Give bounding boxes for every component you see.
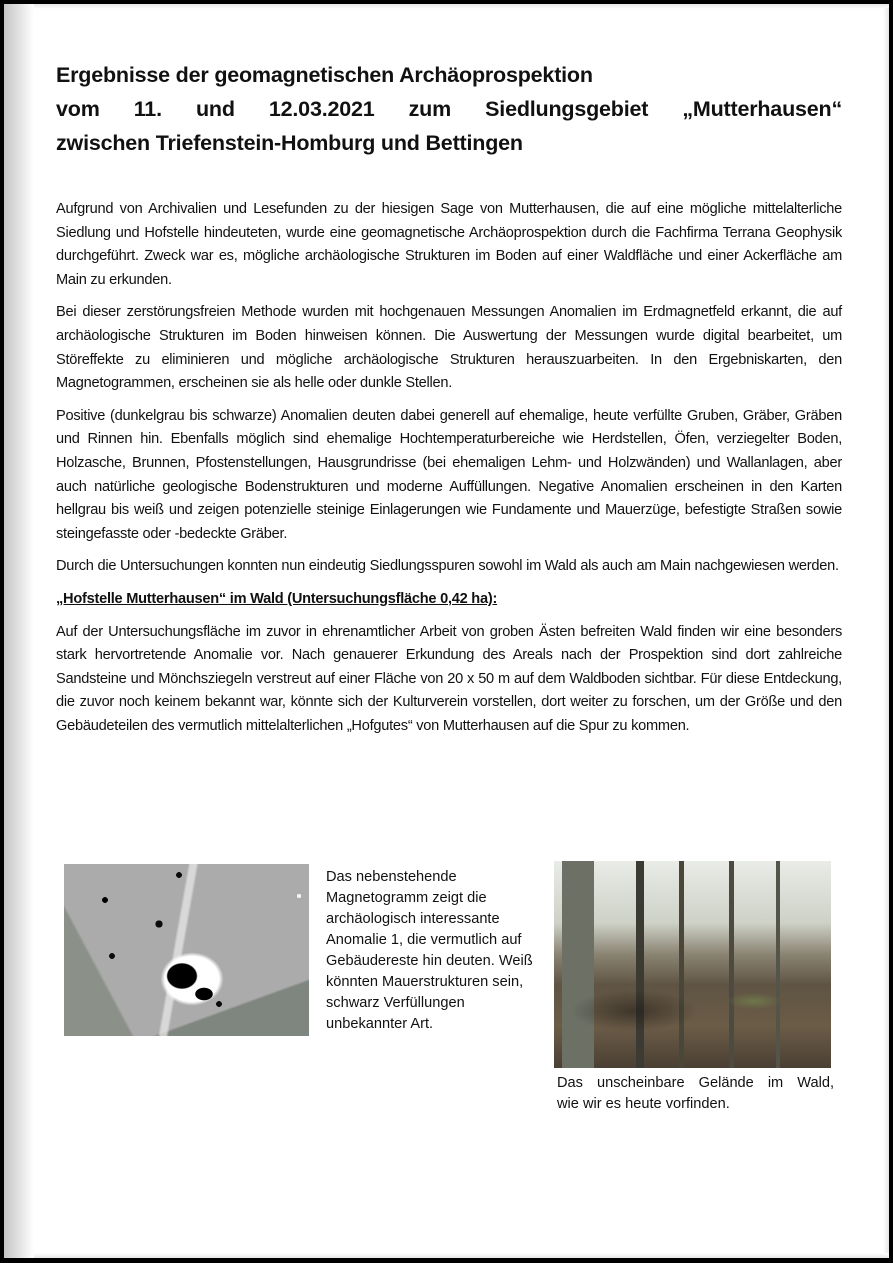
forest-photo [554,861,831,1068]
forest-caption-line-2: wie wir es heute vorfinden. [557,1096,730,1112]
page-shadow-bottom [34,1253,889,1258]
paragraph-intro: Aufgrund von Archivalien und Lesefunden zu der hiesigen Sage von Mutterhausen, die auf eine mögliche mittelalterliche Siedlung und Hofstelle hindeuteten, wurde eine geomagnetische Archäoprospektion durch die Fachfirma Terrana Geophysik durchgeführt. Zweck war es, mögliche archäologische Strukturen im Boden auf einer Waldfläche und einer Ackerfläche am Main zu erkunden. [56,201,842,288]
paragraph-results: Durch die Untersuchungen konnten nun eindeutig Siedlungsspuren sowohl im Wald als auch am Main nachgewiesen werden. [56,558,839,575]
document-title [56,58,842,160]
document-content [56,58,842,738]
title-line-2: vom 11. und 12.03.2021 zum Siedlungsgebiet „Mutterhausen“ [56,97,842,121]
page-shadow-right [883,8,889,1254]
title-line-3: zwischen Triefenstein-Homburg und Bettingen [56,131,523,155]
page-shadow-top [34,4,889,9]
forest-caption-line-1: Das unscheinbare Gelände im Wald, [557,1075,834,1091]
paragraph-method: Bei dieser zerstörungsfreien Methode wurden mit hochgenauen Messungen Anomalien im Erdmagnetfeld erkannt, die auf archäologische Strukturen im Boden hinweisen können. Die Auswertung der Messungen wurde digital bearbeitet, um Störeffekte zu eliminieren und mögliche archäologische Strukturen herauszuarbeiten. In den Ergebniskarten, den Magnetogrammen, erscheinen sie als helle oder dunkle Stellen. [56,304,842,392]
paragraph-anomalies: Positive (dunkelgrau bis schwarze) Anomalien deuten dabei generell auf ehemalige, heute verfüllte Gruben, Gräber, Gräben und Rinnen hin. Ebenfalls möglich sind ehemalige Hochtemperaturbereiche wie Herdstellen, Öfen, verziegelter Boden, Holzasche, Brunnen, Pfostenstellungen, Hausgrundrisse (bei ehemaligen Lehm- und Holzwänden) und Wallanlagen, aber auch natürliche geologische Bodenstrukturen und moderne Auffüllungen. Negative Anomalien erscheinen in den Karten hellgrau bis weiß und zeigen potenzielle steinige Einlagerungen wie Fundamente und Mauerzüge, befestigte Straßen sowie steingefasste oder -bedeckte Gräber. [56,407,842,542]
document-page [4,4,889,1258]
forest-photo-caption [557,1073,834,1115]
section-heading-hofstelle: „Hofstelle Mutterhausen“ im Wald (Untersuchungsfläche 0,42 ha): [56,590,498,607]
magnetogram-image [64,864,309,1036]
paragraph-hofstelle: Auf der Untersuchungsfläche im zuvor in ehrenamtlicher Arbeit von groben Ästen befreiten Wald finden wir eine besonders stark hervortretende Anomalie vor. Nach genauerer Erkundung des Areals nach der Prospektion sind dort zahlreiche Sandsteine und Mönchsziegeln verstreut auf einer Fläche von 20 x 50 m auf dem Waldboden sichtbar. Für diese Entdeckung, die zuvor noch keinem bekannt war, könnte sich der Kulturverein vorstellen, dort weiter zu forschen, um der Größe und den Gebäudeteilen des vermutlich mittelalterlichen „Hofgutes“ von Mutterhausen auf die Spur zu kommen. [56,623,842,734]
magnetogram-caption: Das nebenstehende Magnetogramm zeigt die archäologisch interessante Anomalie 1, die vermutlich auf Gebäudereste hin deuten. Weiß könnten Mauerstrukturen sein, schwarz Verfüllungen unbekannter Art. [326,869,533,1032]
title-line-1: Ergebnisse der geomagnetischen Archäoprospektion [56,63,593,87]
page-shadow-left [4,4,34,1258]
